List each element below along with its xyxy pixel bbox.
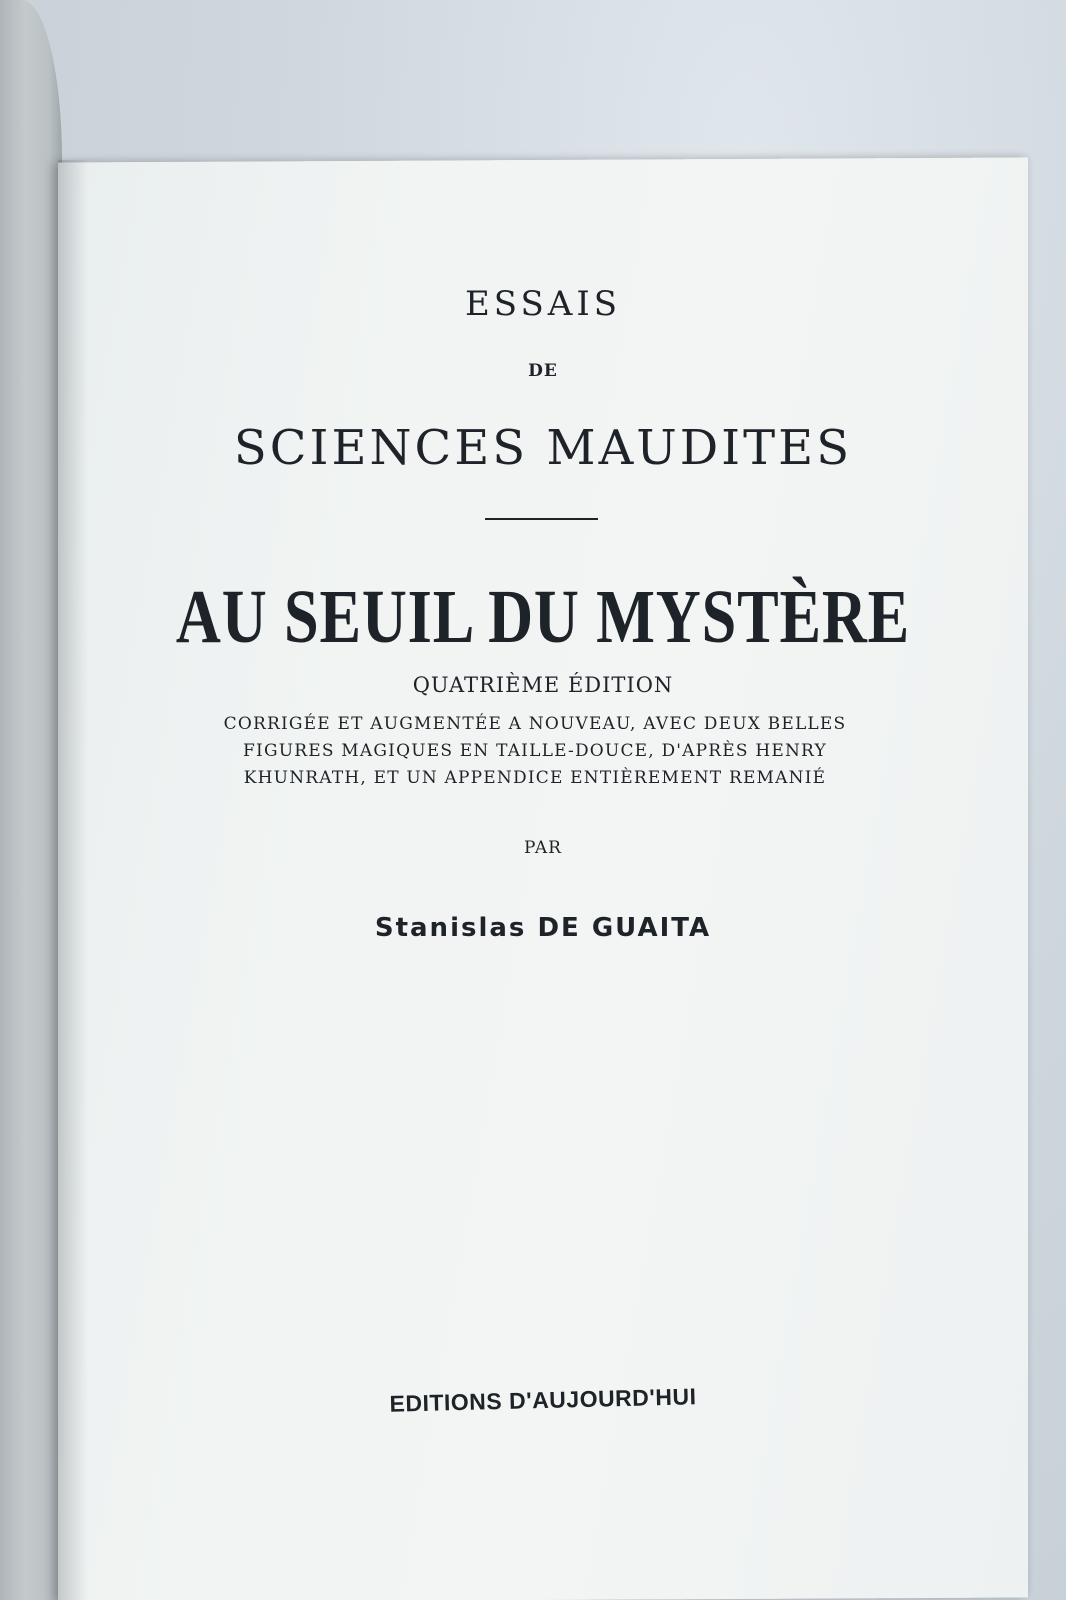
- edition-description: [190, 711, 880, 792]
- book-title: AU SEUIL DU MYSTÈRE: [175, 575, 911, 659]
- series-title-line1: ESSAIS: [464, 284, 622, 324]
- publisher-name: EDITIONS D'AUJOURD'HUI: [389, 1383, 697, 1417]
- by-line: PAR: [524, 838, 562, 858]
- book-cover-edge: [0, 0, 62, 1600]
- description-line: CORRIGÉE ET AUGMENTÉE A NOUVEAU, AVEC DEUX BELLES: [223, 714, 847, 734]
- series-title-line2: DE: [528, 361, 558, 381]
- divider-rule: [485, 518, 598, 520]
- author-name: Stanislas DE GUAITA: [374, 913, 712, 943]
- description-line: FIGURES MAGIQUES EN TAILLE-DOUCE, D'APRÈS HENRY: [243, 741, 827, 761]
- series-title-line3: SCIENCES MAUDITES: [233, 420, 853, 476]
- edition-line: QUATRIÈME ÉDITION: [412, 673, 674, 697]
- description-line: KHUNRATH, ET UN APPENDICE ENTIÈREMENT REMANIÉ: [243, 768, 827, 788]
